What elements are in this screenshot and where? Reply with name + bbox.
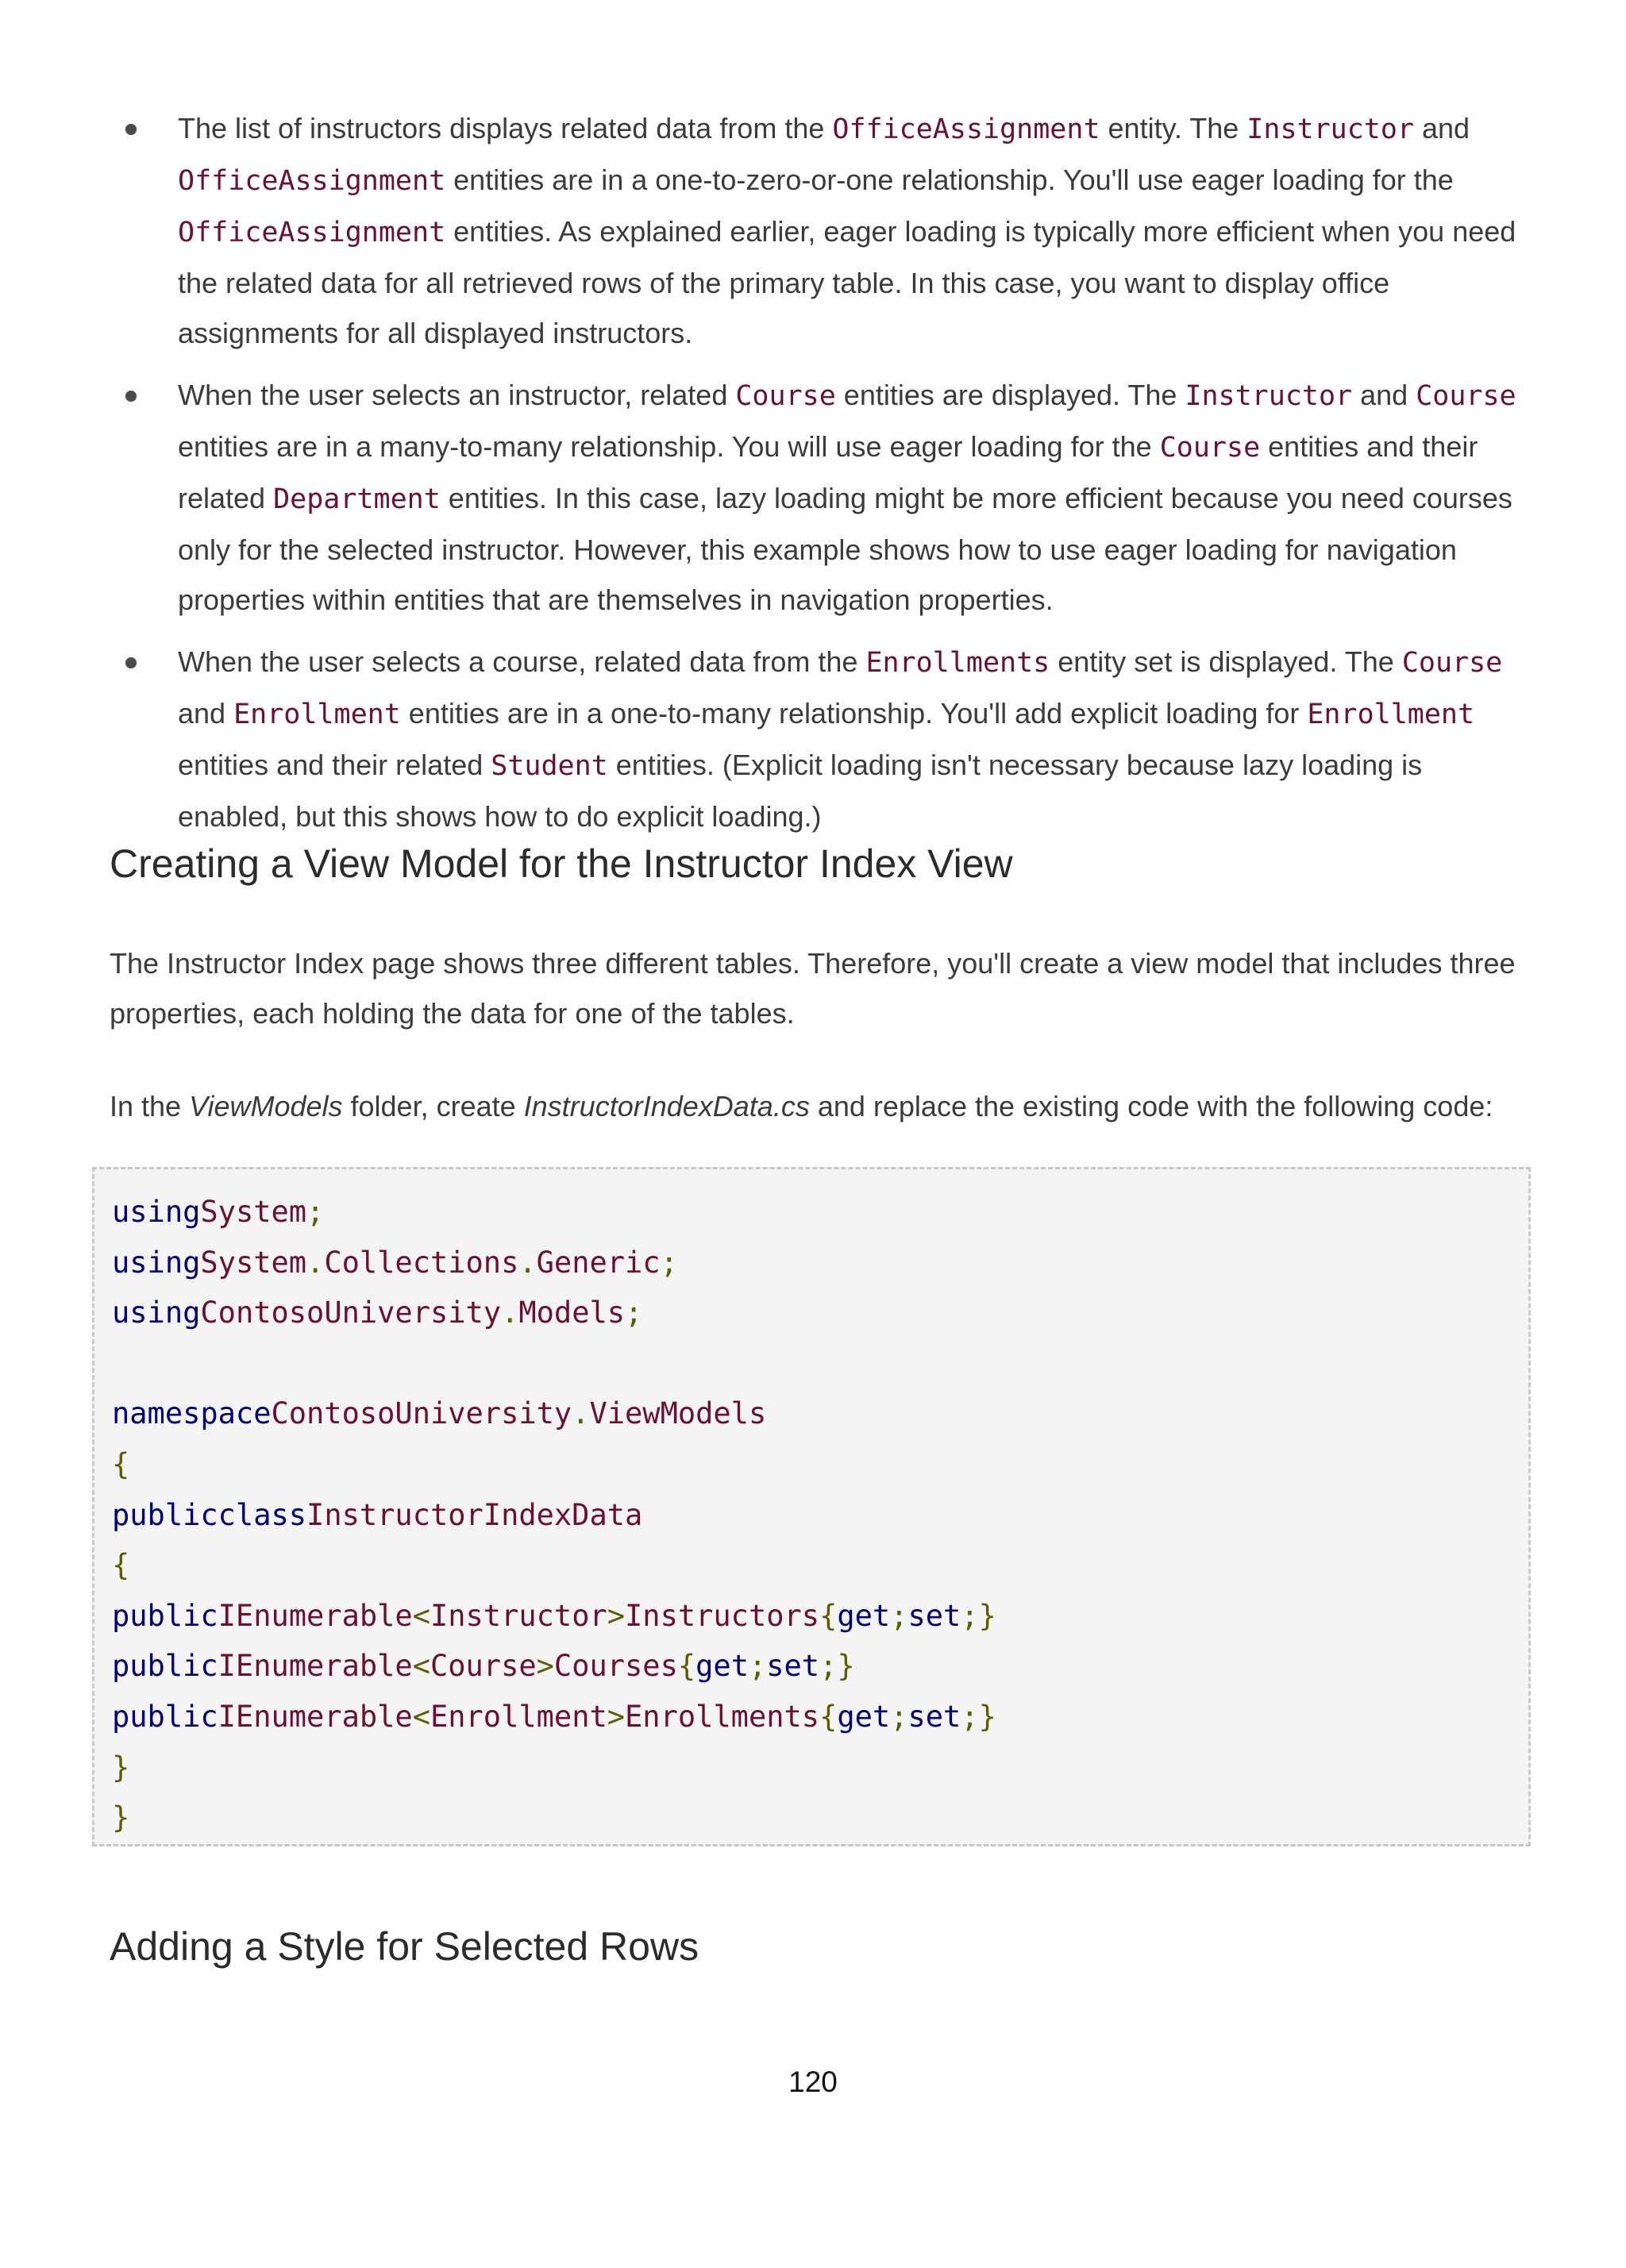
text-run: entities and their related bbox=[178, 430, 1478, 514]
text-run: entities. (Explicit loading isn't necessary because lazy loading is enabled, but this shows how to do explicit loading.) bbox=[178, 749, 1423, 833]
keyword-set: set bbox=[766, 1649, 820, 1684]
inline-code: Course bbox=[735, 380, 836, 412]
code-identifier: System bbox=[200, 1245, 307, 1280]
inline-code: Department bbox=[273, 483, 441, 515]
code-identifier: Generic bbox=[536, 1245, 661, 1280]
text-run: entities are in a many-to-many relationship. You will use eager loading for the bbox=[178, 430, 1160, 463]
file-name: InstructorIndexData.cs bbox=[523, 1090, 810, 1122]
keyword-get: get bbox=[837, 1699, 891, 1734]
inline-code: Enrollment bbox=[233, 699, 401, 730]
keyword-public: public bbox=[112, 1497, 218, 1532]
text-run: folder, create bbox=[342, 1090, 524, 1122]
code-identifier: Course bbox=[430, 1649, 537, 1684]
code-identifier: InstructorIndexData bbox=[306, 1497, 643, 1532]
text-run: When the user selects an instructor, related bbox=[178, 379, 736, 411]
section-heading-selected-rows: Adding a Style for Selected Rows bbox=[110, 1924, 699, 1969]
text-run: and bbox=[1414, 112, 1470, 144]
intro-paragraph: The Instructor Index page shows three different tables. Therefore, you'll create a view model that includes three properties, each holding the data for one of the tables. bbox=[110, 947, 1516, 1030]
bullet-list bbox=[178, 103, 1528, 853]
page-number: 120 bbox=[788, 2066, 838, 2098]
code-identifier: Enrollments bbox=[625, 1699, 820, 1734]
keyword-get: get bbox=[695, 1649, 749, 1684]
inline-code: Course bbox=[1416, 380, 1516, 412]
keyword-class: class bbox=[218, 1497, 307, 1532]
code-identifier: IEnumerable bbox=[218, 1598, 413, 1633]
keyword-set: set bbox=[907, 1699, 961, 1734]
inline-code: Instructor bbox=[1246, 114, 1415, 145]
text-run: entity. The bbox=[1100, 112, 1247, 144]
text-run: When the user selects a course, related data from the bbox=[178, 645, 866, 678]
keyword-using: using bbox=[112, 1296, 201, 1330]
inline-code: OfficeAssignment bbox=[832, 114, 1100, 145]
code-identifier: Instructors bbox=[625, 1598, 820, 1633]
code-identifier: Enrollment bbox=[430, 1699, 607, 1734]
text-run: and replace the existing code with the following code: bbox=[809, 1090, 1493, 1122]
inline-code: Course bbox=[1401, 647, 1503, 679]
keyword-namespace: namespace bbox=[112, 1396, 272, 1431]
keyword-using: using bbox=[112, 1245, 201, 1280]
section-heading-view-model: Creating a View Model for the Instructor Index View bbox=[110, 841, 1013, 886]
text-run: entities and their related bbox=[178, 749, 491, 781]
inline-code: Enrollment bbox=[1307, 699, 1475, 730]
code-identifier: Courses bbox=[553, 1649, 678, 1684]
inline-code: Student bbox=[491, 750, 608, 782]
code-identifier: Collections bbox=[324, 1245, 519, 1280]
bullet-item-office-assignment bbox=[178, 103, 1528, 358]
inline-code: Course bbox=[1159, 432, 1261, 464]
keyword-using: using bbox=[112, 1195, 201, 1229]
keyword-public: public bbox=[112, 1598, 218, 1633]
instruction-paragraph bbox=[110, 1081, 1531, 1131]
inline-code: OfficeAssignment bbox=[178, 165, 446, 197]
code-identifier: ContosoUniversity bbox=[200, 1296, 502, 1330]
code-identifier: IEnumerable bbox=[218, 1649, 413, 1684]
code-identifier: Models bbox=[518, 1296, 626, 1330]
text-run: entities are in a one-to-zero-or-one relationship. You'll use eager loading for the bbox=[445, 164, 1454, 196]
text-run: entities are in a one-to-many relationship. You'll add explicit loading for bbox=[400, 697, 1308, 730]
code-identifier: IEnumerable bbox=[218, 1699, 413, 1734]
code-identifier: System bbox=[200, 1195, 307, 1229]
keyword-get: get bbox=[837, 1598, 891, 1633]
keyword-set: set bbox=[907, 1598, 961, 1633]
text-run: and bbox=[1352, 379, 1416, 411]
text-run: In the bbox=[110, 1090, 190, 1122]
code-identifier: Instructor bbox=[430, 1598, 607, 1633]
text-run: entities. As explained earlier, eager loading is typically more efficient when you need the related data for all retrieved rows of the primary table. In this case, you want to display office assignments for all displayed instructors. bbox=[178, 215, 1516, 349]
text-run: entities. In this case, lazy loading might be more efficient because you need courses only for the selected instructor. However, this example shows how to use eager loading for navigation properties within entities that are themselves in navigation properties. bbox=[178, 482, 1512, 616]
bullet-item-course bbox=[178, 370, 1528, 625]
code-block bbox=[92, 1167, 1531, 1846]
code-identifier: ViewModels bbox=[589, 1396, 767, 1431]
keyword-public: public bbox=[112, 1649, 218, 1684]
text-run: entity set is displayed. The bbox=[1050, 645, 1402, 678]
bullet-item-enrollments bbox=[178, 637, 1528, 841]
text-run: and bbox=[178, 697, 234, 730]
inline-code: Enrollments bbox=[865, 647, 1050, 679]
keyword-public: public bbox=[112, 1699, 218, 1734]
code-listing: usingSystem; usingSystem.Collections.Generic; usingContosoUniversity.Models; namespaceContosoUniversity.ViewModels { publicclassInstructorIndexData { publicIEnumerable<Instructor>Instructors{get;set;} publicIEnumerable<Course>Courses{get;set;} publicIEnumerable<Enrollment>Enrollments{get;set;} } } bbox=[112, 1195, 996, 1835]
folder-name: ViewModels bbox=[189, 1090, 343, 1122]
text-run: entities are displayed. The bbox=[835, 379, 1185, 411]
inline-code: Instructor bbox=[1185, 380, 1353, 412]
inline-code: OfficeAssignment bbox=[178, 217, 446, 248]
text-run: The list of instructors displays related data from the bbox=[178, 112, 833, 144]
code-identifier: ContosoUniversity bbox=[271, 1396, 572, 1431]
